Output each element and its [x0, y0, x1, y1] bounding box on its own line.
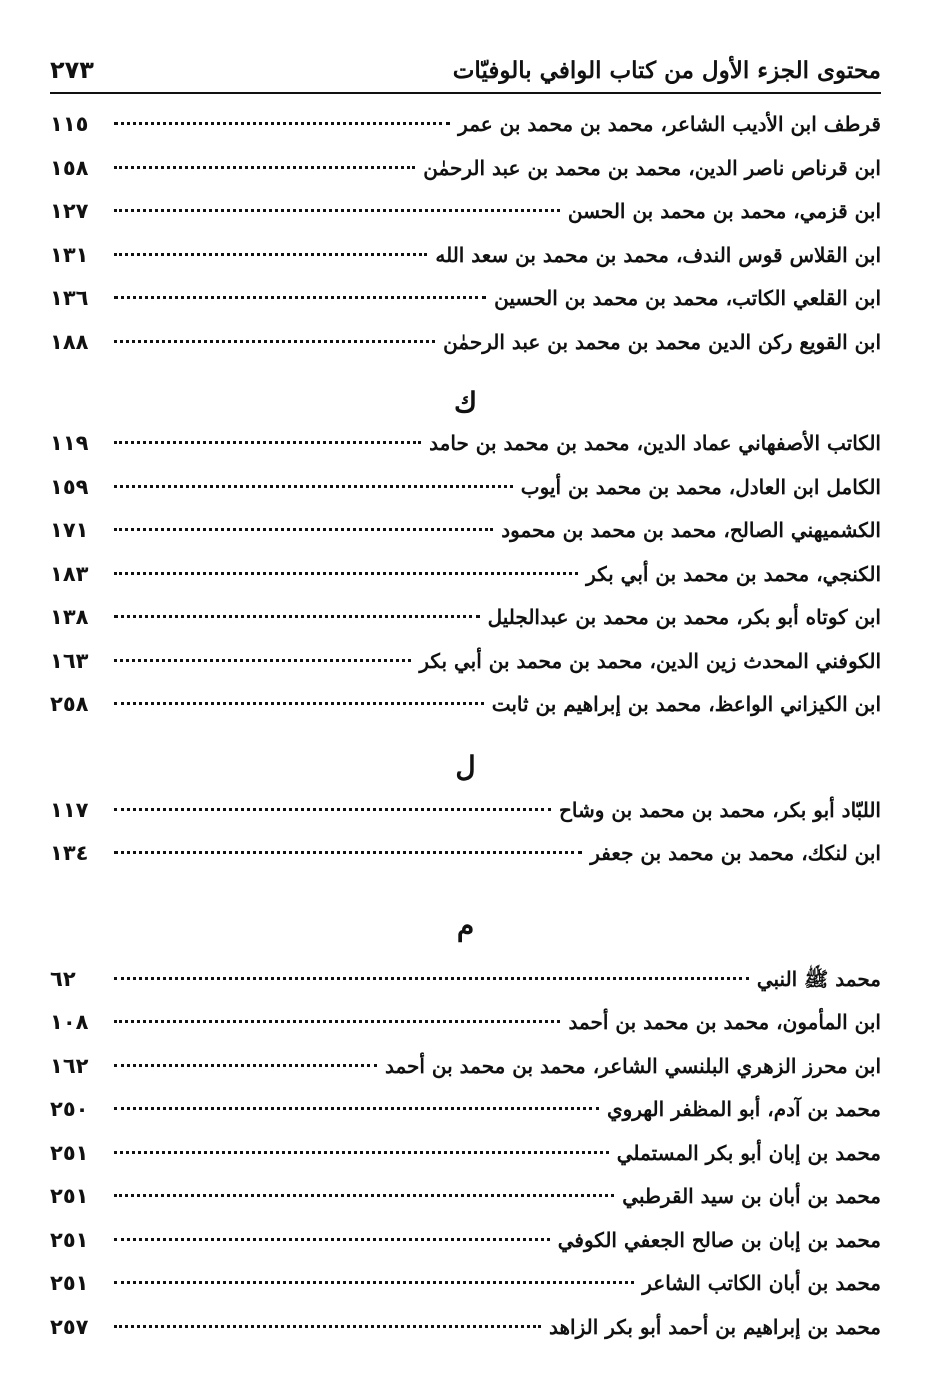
index-section-kaf	[50, 431, 881, 736]
index-entry	[50, 841, 881, 885]
section-letter-kaf: ك	[453, 385, 478, 419]
dot-leader	[114, 253, 427, 256]
index-entry	[50, 798, 881, 842]
index-entry	[50, 649, 881, 693]
index-entry	[50, 1184, 881, 1228]
index-entry	[50, 1271, 881, 1315]
entry-page-number: ٢٥٠	[50, 1097, 89, 1121]
entry-name: محمد بن إبان بن صالح الجعفي الكوفي	[557, 1227, 881, 1252]
entry-page-number: ٢٥١	[50, 1227, 89, 1252]
entry-name: اللبّاد أبو بكر، محمد بن محمد بن وشاح	[559, 797, 881, 822]
index-entry	[50, 199, 881, 243]
entry-name: الكاتب الأصفهاني عماد الدين، محمد بن محمد بن حامد	[429, 431, 881, 455]
section-letter-lam: ل	[455, 750, 476, 783]
entry-page-number: ١٨٣	[50, 561, 89, 586]
index-content	[50, 112, 881, 1358]
entry-name: ابن كوتاه أبو بكر، محمد بن محمد بن عبدالجليل	[487, 605, 881, 629]
page-number: ٢٧٣	[50, 56, 94, 84]
entry-name: محمد بن أبان بن سيد القرطبي	[622, 1184, 881, 1208]
index-entry	[50, 286, 881, 330]
entry-page-number: ١٣٨	[50, 605, 89, 629]
entry-name: الكشميهني الصالح، محمد بن محمد بن محمود	[501, 518, 881, 542]
entry-page-number: ١٠٨	[50, 1010, 89, 1034]
index-entry	[50, 156, 881, 200]
dot-leader	[114, 615, 480, 618]
entry-page-number: ٢٥٧	[50, 1314, 89, 1339]
entry-page-number: ٢٥٨	[50, 692, 89, 716]
entry-page-number: ١٢٧	[50, 199, 89, 223]
dot-leader	[114, 1325, 541, 1328]
index-entry	[50, 605, 881, 649]
entry-name: الكامل ابن العادل، محمد بن محمد بن أيوب	[520, 474, 881, 499]
entry-page-number: ١٣١	[50, 242, 89, 267]
entry-name: ابن الكيزاني الواعظ، محمد بن إبراهيم بن ثابت	[491, 692, 881, 716]
dot-leader	[114, 1107, 599, 1110]
dot-leader	[114, 485, 513, 488]
index-entry	[50, 1228, 881, 1272]
dot-leader	[114, 1194, 614, 1197]
page-title: محتوى الجزء الأول من كتاب الوافي بالوفيّات	[452, 57, 881, 84]
dot-leader	[114, 702, 484, 705]
entry-page-number: ١١٥	[50, 112, 89, 136]
dot-leader	[114, 977, 749, 980]
entry-name: محمد ﷺ النبي	[756, 966, 881, 991]
dot-leader	[114, 166, 415, 169]
entry-name: ابن لنكك، محمد بن محمد بن جعفر	[590, 841, 881, 865]
entry-name: ابن القلعي الكاتب، محمد بن محمد بن الحسين	[494, 286, 881, 310]
entry-name: ابن القلاس قوس الندف، محمد بن محمد بن سعد الله	[435, 242, 881, 267]
entry-name: محمد بن إبراهيم بن أحمد أبو بكر الزاهد	[549, 1314, 881, 1339]
entry-page-number: ١١٧	[50, 797, 89, 822]
entry-page-number: ١٥٨	[50, 155, 89, 180]
entry-page-number: ١٣٤	[50, 841, 89, 865]
index-section-qaf	[50, 112, 881, 373]
index-entry	[50, 243, 881, 287]
index-entry	[50, 330, 881, 374]
dot-leader	[114, 1281, 634, 1284]
index-entry	[50, 1054, 881, 1098]
dot-leader	[114, 209, 560, 212]
dot-leader	[114, 1151, 609, 1154]
index-section-mim	[50, 967, 881, 1359]
index-entry	[50, 1141, 881, 1185]
entry-name: الكنجي، محمد بن محمد بن أبي بكر	[586, 561, 881, 586]
index-entry	[50, 562, 881, 606]
index-entry	[50, 518, 881, 562]
entry-name: ابن القويع ركن الدين محمد بن محمد بن عبد الرحمٰن	[443, 329, 881, 354]
dot-leader	[114, 528, 493, 531]
index-entry	[50, 1315, 881, 1359]
index-entry	[50, 692, 881, 736]
dot-leader	[114, 1064, 377, 1067]
entry-name: محمد بن آدم، أبو المظفر الهروي	[606, 1097, 881, 1121]
dot-leader	[114, 441, 421, 444]
dot-leader	[114, 340, 435, 343]
index-entry	[50, 1010, 881, 1054]
entry-page-number: ١٦٣	[50, 648, 89, 673]
index-entry	[50, 112, 881, 156]
entry-name: محمد بن إبان أبو بكر المستملي	[616, 1140, 881, 1165]
index-entry	[50, 1097, 881, 1141]
entry-page-number: ٢٥١	[50, 1184, 89, 1208]
dot-leader	[114, 808, 551, 811]
page-header	[50, 42, 881, 94]
entry-page-number: ١٨٨	[50, 329, 89, 354]
dot-leader	[114, 1238, 550, 1241]
dot-leader	[114, 122, 450, 125]
entry-name: ابن محرز الزهري البلنسي الشاعر، محمد بن محمد بن أحمد	[384, 1053, 881, 1078]
dot-leader	[114, 1020, 560, 1023]
dot-leader	[114, 851, 582, 854]
entry-page-number: ٢٥١	[50, 1140, 89, 1165]
index-entry	[50, 967, 881, 1011]
index-entry	[50, 475, 881, 519]
entry-page-number: ٦٢	[50, 966, 76, 991]
entry-page-number: ١٦٢	[50, 1053, 89, 1078]
index-section-lam	[50, 798, 881, 885]
dot-leader	[114, 296, 486, 299]
entry-name: ابن قرناص ناصر الدين، محمد بن محمد بن عبد الرحمٰن	[423, 155, 881, 180]
entry-name: ابن قزمي، محمد بن محمد بن الحسن	[567, 199, 881, 223]
entry-name: الكوفني المحدث زين الدين، محمد بن محمد بن أبي بكر	[419, 648, 881, 673]
index-entry	[50, 431, 881, 475]
entry-name: محمد بن أبان الكاتب الشاعر	[642, 1271, 881, 1295]
entry-page-number: ١٧١	[50, 518, 89, 542]
entry-page-number: ١٥٩	[50, 474, 89, 499]
entry-page-number: ٢٥١	[50, 1271, 89, 1295]
entry-name: قرطف ابن الأديب الشاعر، محمد بن محمد بن عمر	[458, 112, 881, 136]
dot-leader	[114, 572, 578, 575]
entry-name: ابن المأمون، محمد بن محمد بن أحمد	[568, 1010, 881, 1034]
section-letter-mim: م	[456, 909, 475, 942]
dot-leader	[114, 659, 411, 662]
entry-page-number: ١٣٦	[50, 286, 89, 310]
entry-page-number: ١١٩	[50, 431, 89, 455]
